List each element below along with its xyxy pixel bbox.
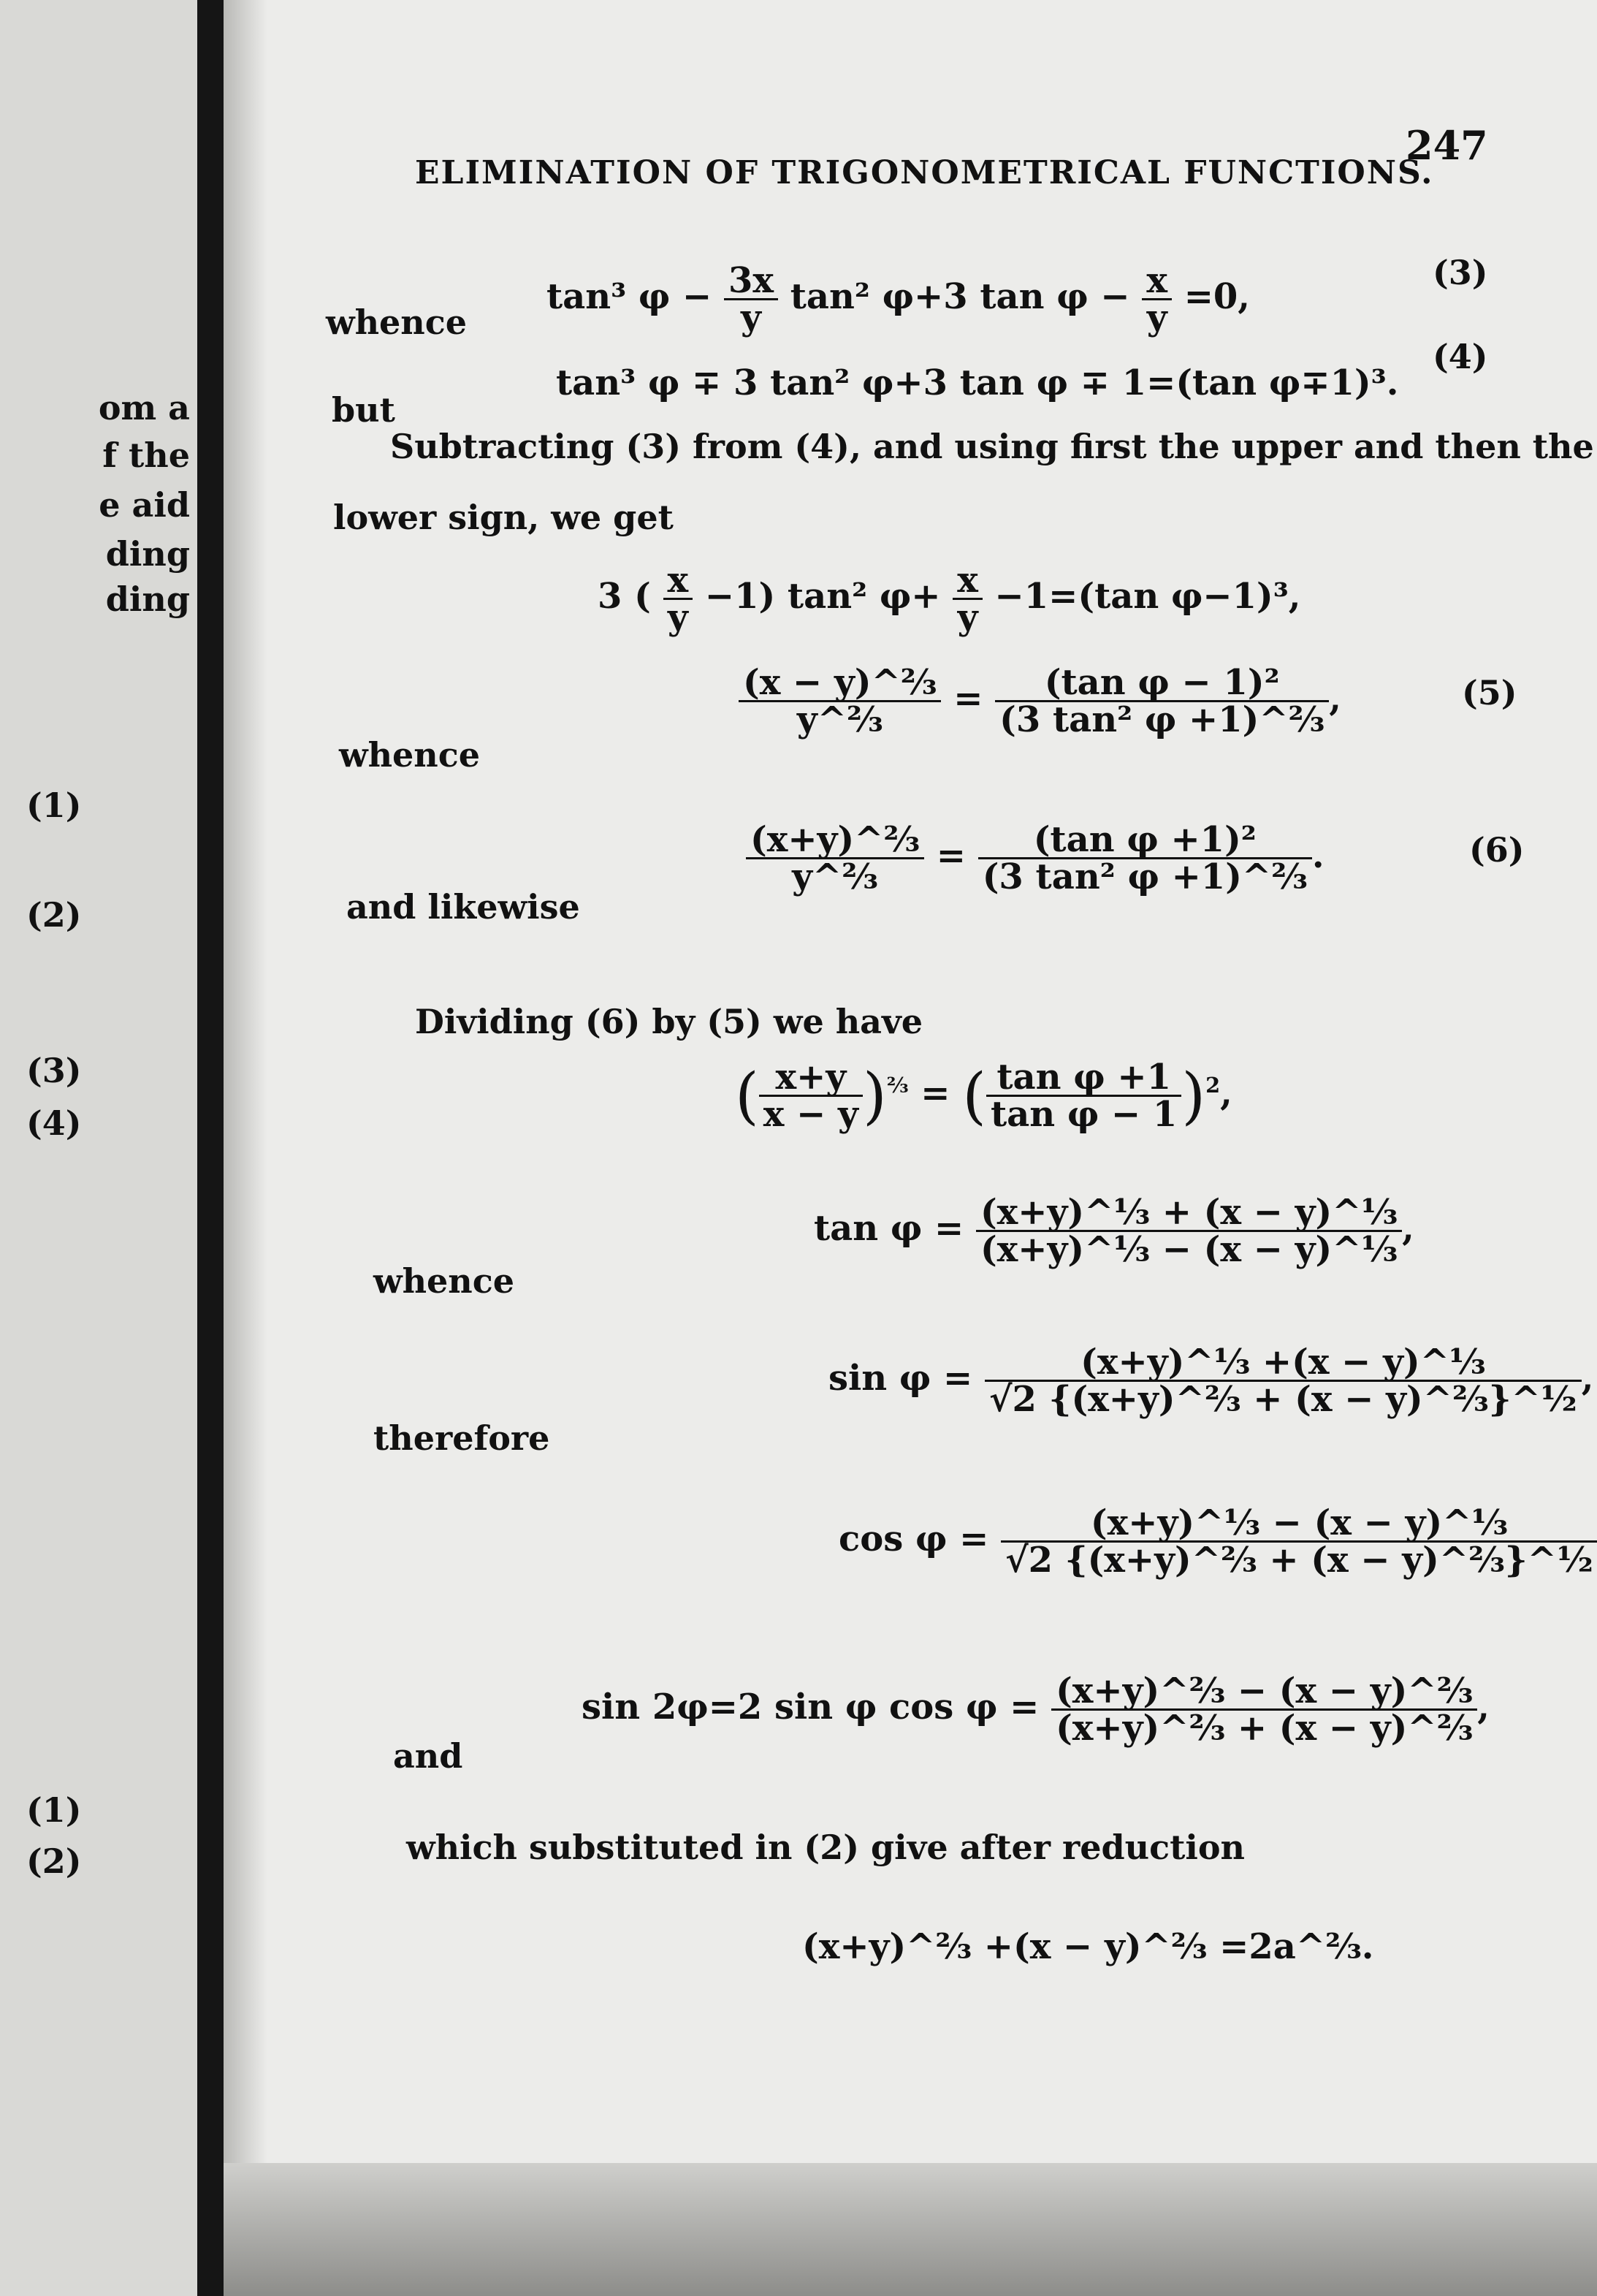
left-text-fragment: ding xyxy=(105,579,190,619)
equation-4: tan³ φ ∓ 3 tan² φ+3 tan φ ∓ 1=(tan φ∓1)³. xyxy=(556,362,1399,403)
word-but: but xyxy=(332,390,395,430)
equation-3: tan³ φ − $\frac{3x}{y}$ tan² φ+3 tan φ − $\frac{x}{y}$ =0, xyxy=(546,260,1251,338)
paragraph-substituted: which substituted in (2) give after reduction xyxy=(406,1828,1245,1867)
equation-5: $\frac{\text{(x − y)\textasciicircum{}⅔}}{\text{y\textasciicircum{}⅔}}$ = $\frac{\text{(tan φ − 1)²}}{\text{(3 tan² φ +1)\textasciicircum{}⅔}}$ , xyxy=(739,665,1341,737)
paragraph-dividing: Dividing (6) by (5) we have xyxy=(415,1002,923,1041)
left-text-fragment: e aid xyxy=(99,485,190,525)
left-page xyxy=(0,0,197,2296)
left-text-fragment: f the xyxy=(102,436,190,475)
left-equation-number: (4) xyxy=(26,1103,82,1143)
paragraph-subtracting-line2: lower sign, we get xyxy=(333,498,674,537)
left-text-fragment: ding xyxy=(105,534,190,574)
equation-sin: sin φ = $\frac{\text{(x+y)\textasciicircum{}⅓ +(x − y)\textasciicircum{}⅓}}{\text{√2 \{(x+y)\textasciicircum{}⅔ + (x − y)\textasciicircum{}⅔\}\textasciicircum{}½}}$ , xyxy=(828,1342,1594,1420)
word-whence: whence xyxy=(326,303,468,342)
left-equation-number: (2) xyxy=(26,895,82,935)
page-number: 247 xyxy=(1406,122,1488,169)
equation-sin-2phi: sin 2φ=2 sin φ cos φ = $\frac{\text{(x+y)\textasciicircum{}⅔ − (x − y)\textasciicircum{}⅔}}{\text{(x+y)\textasciicircum{}⅔ + (x − y)\textasciicircum{}⅔}}$ , xyxy=(582,1670,1490,1749)
equation-tag-5: (5) xyxy=(1462,673,1517,712)
words-and-likewise: and likewise xyxy=(346,887,580,927)
equation-tan: tan φ = $\frac{\text{(x+y)\textasciicircum{}⅓ + (x − y)\textasciicircum{}⅓}}{\text{(x+y)\textasciicircum{}⅓ − (x − y)\textasciicircum{}⅓}}$ , xyxy=(814,1192,1414,1270)
left-text-fragment: om a xyxy=(98,388,190,427)
equation-6: $\frac{\text{(x+y)\textasciicircum{}⅔}}{\text{y\textasciicircum{}⅔}}$ = $\frac{\text{(tan φ +1)²}}{\text{(3 tan² φ +1)\textasciicircum{}⅔}}$ . xyxy=(746,822,1325,894)
left-equation-number: (2) xyxy=(26,1841,82,1881)
equation-tag-3: (3) xyxy=(1433,253,1488,292)
equation-subtraction: 3 ( $\frac{x}{y}$ −1) tan² φ+ $\frac{x}{y}$ −1=(tan φ−1)³, xyxy=(598,560,1301,638)
word-whence: whence xyxy=(373,1261,515,1301)
word-and: and xyxy=(393,1736,463,1776)
equation-cos: cos φ = $\frac{\text{(x+y)\textasciicircum{}⅓ − (x − y)\textasciicircum{}⅓}}{\text{√2 \{(x+y)\textasciicircum{}⅔ + (x − y)\textasciicircum{}⅔\}\textasciicircum{}½}}$ xyxy=(839,1505,1597,1578)
running-header: ELIMINATION OF TRIGONOMETRICAL FUNCTIONS. xyxy=(415,154,1434,191)
equation-division: ( $\frac{x+y}{x - y}$ )$^{\frac{2}{3}}$ = ( $\frac{\text{tan φ +1}}{\text{tan φ − 1}}$ )$^2$, xyxy=(735,1057,1232,1135)
page-bottom-shadow xyxy=(224,2163,1597,2296)
equation-tag-4: (4) xyxy=(1433,337,1488,376)
left-equation-number: (1) xyxy=(26,1790,82,1830)
book-gutter xyxy=(197,0,224,2296)
word-therefore: therefore xyxy=(373,1418,550,1458)
right-page xyxy=(224,0,1597,2296)
left-equation-number: (3) xyxy=(26,1051,82,1090)
left-equation-number: (1) xyxy=(26,786,82,825)
equation-tag-6: (6) xyxy=(1469,830,1525,870)
paragraph-subtracting-line1: Subtracting (3) from (4), and using first the upper and then the xyxy=(390,427,1594,466)
equation-final: (x+y)^⅔ +(x − y)^⅔ =2a^⅔. xyxy=(802,1926,1374,1967)
word-whence: whence xyxy=(339,735,481,775)
